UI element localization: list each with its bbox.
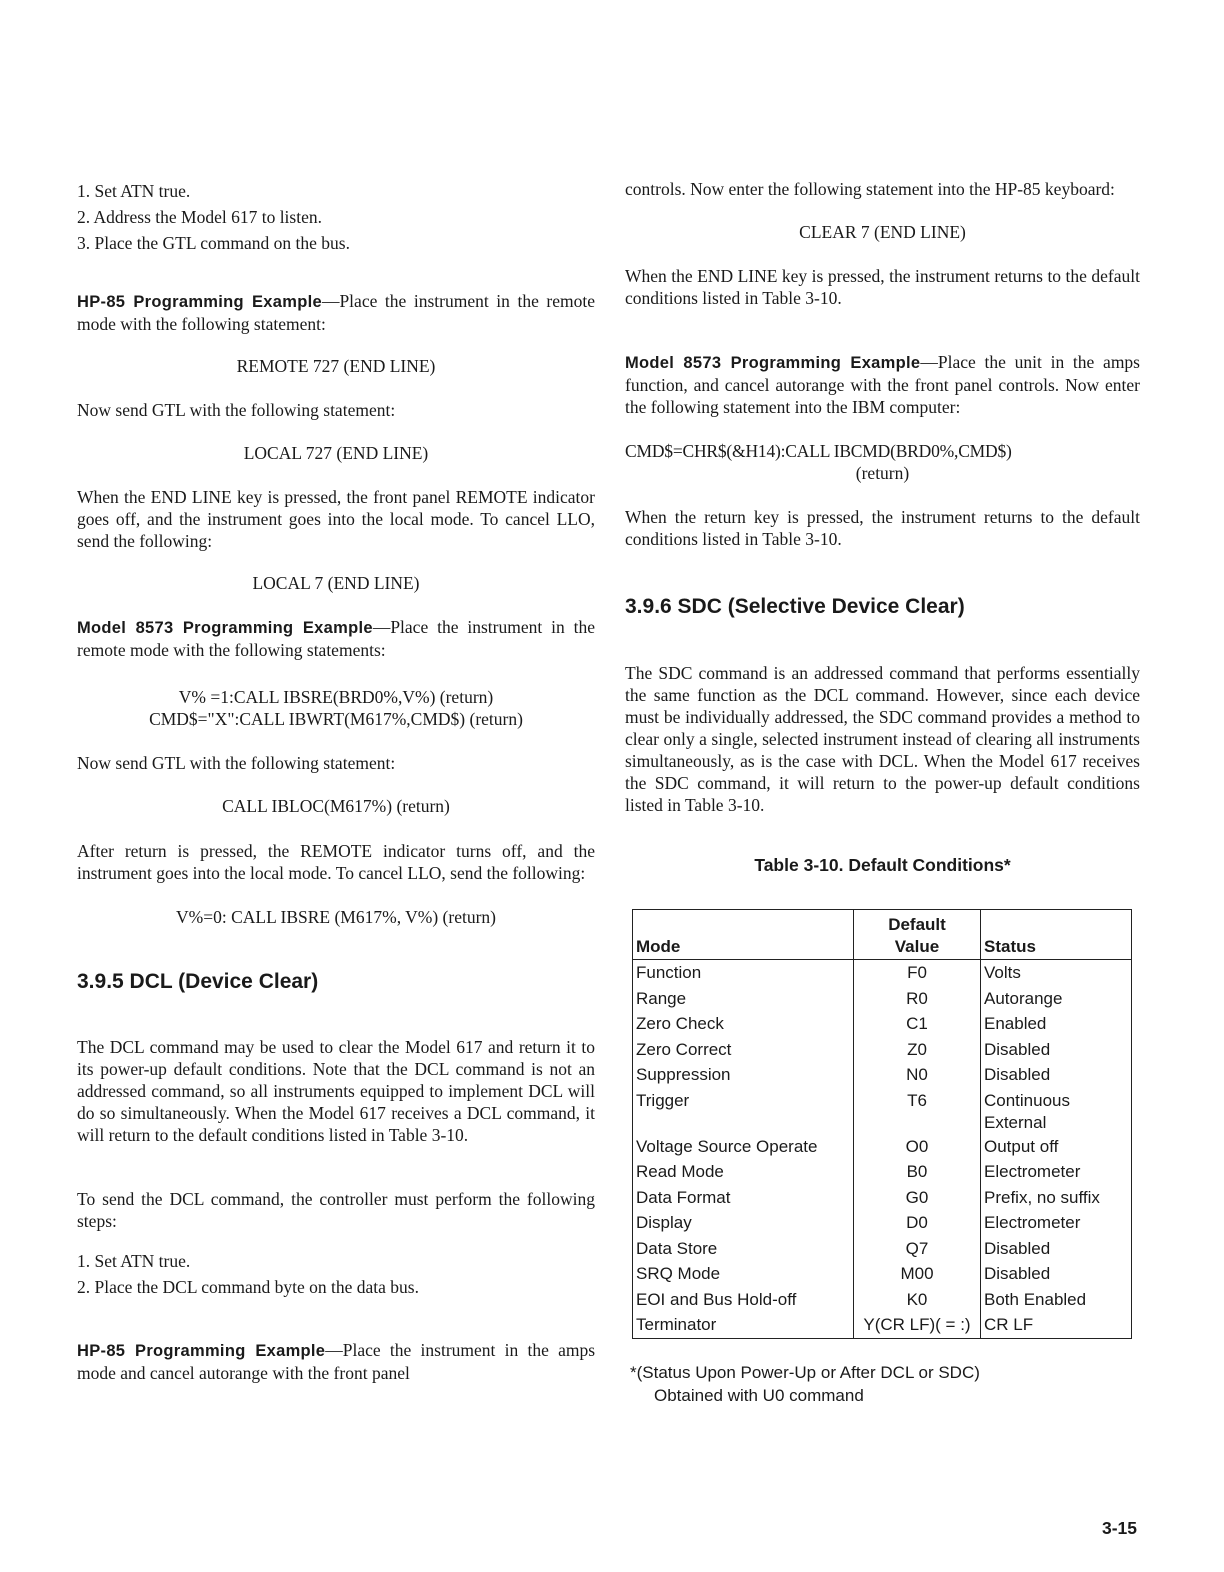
list-item: 3. Place the GTL command on the bus. — [77, 233, 350, 253]
table-row: Data Format G0 Prefix, no suffix — [633, 1185, 1132, 1211]
m8573-gtl-label: Model 8573 Programming Example — [77, 619, 373, 637]
table-header-row — [633, 910, 1132, 960]
hp85-dcl-text: —Place the instrument in the amps mode and cancel autorange with the front panel — [77, 1340, 596, 1383]
m8573-dcl-paragraph — [625, 351, 1140, 418]
table-row: Terminator Y(CR LF)( = :) CR LF — [633, 1312, 1132, 1338]
gtl-steps-list — [77, 178, 595, 256]
code-line: CMD$=CHR$(&H14):CALL IBCMD(BRD0%,CMD$) — [625, 441, 1012, 461]
table-row: Display D0 Electrometer — [633, 1210, 1132, 1236]
hp85-dcl-label: HP-85 Programming Example — [77, 1342, 326, 1360]
page-number: 3-15 — [1102, 1518, 1138, 1538]
code-line: V% =1:CALL IBSRE(BRD0%,V%) (return) — [178, 687, 494, 707]
sdc-paragraph: The SDC command is an addressed command that performs essentially the same function as the DCL command. However, since each device must be individually addressed, the SDC command provides a method to clear only a single, selected instrument instead of clearing all instruments simultaneously, as is the case with DCL. When the Model 617 receives the SDC command, it will return to the power-up default conditions listed in Table 3-10. — [625, 663, 1140, 815]
table-row: Read Mode B0 Electrometer — [633, 1159, 1132, 1185]
m8573-gtl-text: —Place the instrument in the remote mode with the following statements: — [77, 617, 595, 660]
code-line: LOCAL 727 (END LINE) — [243, 443, 429, 463]
body-text: Now send GTL with the following statement: — [77, 400, 396, 420]
table-row: EOI and Bus Hold-off K0 Both Enabled — [633, 1287, 1132, 1313]
default-conditions-table — [632, 909, 1132, 1339]
hp85-gtl-label: HP-85 Programming Example — [77, 293, 322, 311]
code-line: CMD$="X":CALL IBWRT(M617%,CMD$) (return) — [149, 709, 523, 729]
hp85-gtl-paragraph — [77, 290, 595, 335]
list-item: 1. Set ATN true. — [77, 181, 191, 201]
left-column — [77, 178, 595, 1384]
table-row: Data Store Q7 Disabled — [633, 1236, 1132, 1262]
code-line: V%=0: CALL IBSRE (M617%, V%) (return) — [176, 907, 496, 927]
code-line: CALL IBLOC(M617%) (return) — [222, 796, 450, 816]
code-line: LOCAL 7 (END LINE) — [252, 573, 420, 593]
right-column — [625, 178, 1140, 1407]
code-line: CLEAR 7 (END LINE) — [799, 222, 966, 242]
m8573-dcl-text: —Place the unit in the amps function, and cancel autorange with the front panel controls. Now enter the following statement into the IBM computer: — [625, 352, 1140, 417]
body-text: When the END LINE key is pressed, the front panel REMOTE indicator goes off, and the instrument goes into the local mode. To cancel LLO, send the following: — [77, 487, 595, 551]
dcl-steps-list — [77, 1248, 595, 1300]
header-status: Status — [981, 910, 1132, 960]
list-item: 2. Place the DCL command byte on the data bus. — [77, 1277, 419, 1297]
sdc-heading: 3.9.6 SDC (Selective Device Clear) — [625, 595, 965, 618]
list-item: 1. Set ATN true. — [77, 1251, 191, 1271]
hp85-gtl-text: —Place the instrument in the remote mode with the following statement: — [77, 291, 595, 334]
table-row: Zero Correct Z0 Disabled — [633, 1037, 1132, 1063]
m8573-dcl-label: Model 8573 Programming Example — [625, 354, 921, 372]
table-row: Suppression N0 Disabled — [633, 1062, 1132, 1088]
dcl-steps-intro: To send the DCL command, the controller must perform the following steps: — [77, 1189, 595, 1231]
header-mode: Mode — [633, 910, 854, 960]
body-text: Now send GTL with the following statement: — [77, 753, 396, 773]
table-row: SRQ Mode M00 Disabled — [633, 1261, 1132, 1287]
table-row: Voltage Source Operate O0 Output off — [633, 1134, 1132, 1160]
list-item: 2. Address the Model 617 to listen. — [77, 207, 322, 227]
table-row: Trigger T6 Continuous External — [633, 1088, 1132, 1134]
table-caption: Table 3-10. Default Conditions* — [754, 855, 1011, 875]
table-footnote: Obtained with U0 command — [654, 1385, 864, 1405]
dcl-paragraph: The DCL command may be used to clear the Model 617 and return it to its power-up default conditions. Note that the DCL command is not an addressed command, so all instruments equipped to implement DCL will do so simultaneously. When the Model 617 receives a DCL command, it will return to the default conditions listed in Table 3-10. — [77, 1037, 595, 1145]
table-row: Zero Check C1 Enabled — [633, 1011, 1132, 1037]
body-text: When the return key is pressed, the instrument returns to the default conditions listed in Table 3-10. — [625, 507, 1140, 549]
body-text: After return is pressed, the REMOTE indicator turns off, and the instrument goes into the local mode. To cancel LLO, send the following: — [77, 841, 595, 883]
hp85-dcl-continued: controls. Now enter the following statement into the HP-85 keyboard: — [625, 179, 1115, 199]
table-footnote: *(Status Upon Power-Up or After DCL or SDC) — [630, 1362, 980, 1382]
header-default-value: Default Value — [854, 910, 981, 960]
table-row: Function F0 Volts — [633, 960, 1132, 986]
code-line: (return) — [855, 463, 910, 483]
m8573-gtl-paragraph — [77, 616, 595, 661]
table-row: Range R0 Autorange — [633, 986, 1132, 1012]
hp85-dcl-paragraph — [77, 1339, 595, 1384]
dcl-heading: 3.9.5 DCL (Device Clear) — [77, 970, 319, 993]
code-line: REMOTE 727 (END LINE) — [236, 356, 436, 376]
body-text: When the END LINE key is pressed, the instrument returns to the default conditions listed in Table 3-10. — [625, 266, 1140, 308]
